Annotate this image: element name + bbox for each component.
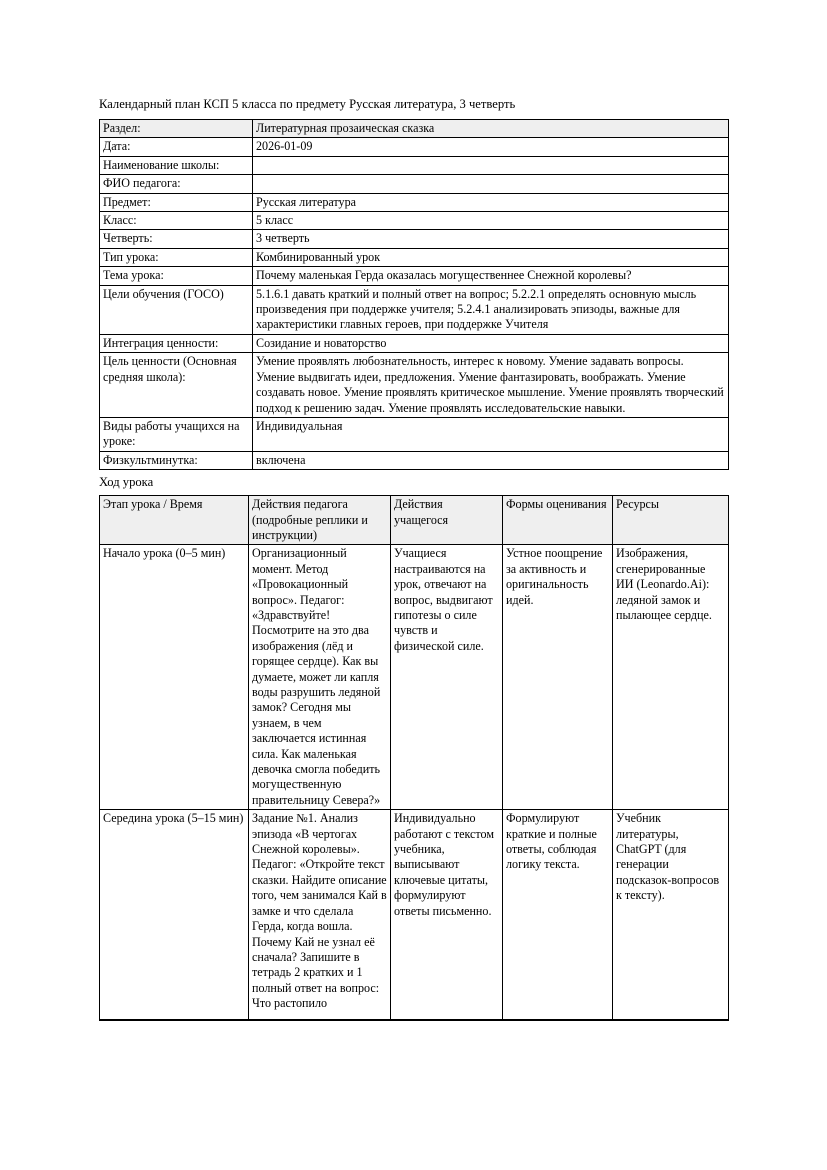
- info-value: включена: [253, 451, 729, 469]
- info-label: Четверть:: [100, 230, 253, 248]
- table-row: [100, 267, 729, 285]
- cell-stage: Начало урока (0–5 мин): [100, 545, 249, 810]
- info-label: Физкультминутка:: [100, 451, 253, 469]
- info-value: [253, 175, 729, 193]
- info-value: Умение проявлять любознательность, интерес к новому. Умение задавать вопросы. Умение выдвигать идеи, предложения. Умение фантазировать, воображать. Умение создавать новое. Умение проявлять критическое мышление. Умение проявлять творческий подход к решению задач. Умение проявлять исследовательские навыки.: [253, 353, 729, 418]
- lesson-flow-table: [99, 495, 729, 1021]
- info-value: [253, 156, 729, 174]
- table-row: [100, 353, 729, 418]
- lesson-flow-body: [100, 545, 729, 1020]
- cell-resources: Учебник литературы, ChatGPT (для генерации подсказок-вопросов к тексту).: [613, 810, 729, 1021]
- table-row: [100, 156, 729, 174]
- info-value: Русская литература: [253, 193, 729, 211]
- table-row: [100, 138, 729, 156]
- cell-assessment: Формулируют краткие и полные ответы, соблюдая логику текста.: [503, 810, 613, 1021]
- info-value: Комбинированный урок: [253, 248, 729, 266]
- info-value: 2026-01-09: [253, 138, 729, 156]
- lesson-info-table: [99, 119, 729, 470]
- info-label: Тема урока:: [100, 267, 253, 285]
- lesson-flow-header: [100, 496, 729, 545]
- cell-stage: Середина урока (5–15 мин): [100, 810, 249, 1021]
- table-row: [100, 230, 729, 248]
- info-label: Интеграция ценности:: [100, 334, 253, 352]
- info-label: Предмет:: [100, 193, 253, 211]
- column-header-student-actions: Действия учащегося: [391, 496, 503, 545]
- table-row: [100, 545, 729, 810]
- table-row: [100, 417, 729, 451]
- column-header-resources: Ресурсы: [613, 496, 729, 545]
- table-row: [100, 810, 729, 1021]
- column-header-assessment: Формы оценивания: [503, 496, 613, 545]
- cell-teacher-actions: Задание №1. Анализ эпизода «В чертогах Снежной королевы». Педагог: «Откройте текст сказки. Найдите описание того, чем занимался Кай в замке и что сделала Герда, когда вошла. Почему Кай не узнал её сначала? Запишите в тетрадь 2 кратких и 1 полный ответ на вопрос: Что растопило: [249, 810, 391, 1021]
- table-row: [100, 212, 729, 230]
- info-label: Дата:: [100, 138, 253, 156]
- cell-resources: Изображения, сгенерированные ИИ (Leonardo.Ai): ледяной замок и пылающее сердце.: [613, 545, 729, 810]
- info-value: 5.1.6.1 давать краткий и полный ответ на вопрос; 5.2.2.1 определять основную мысль произведения при поддержке учителя; 5.2.4.1 анализировать эпизоды, важные для характеристики главных героев, при поддержке Учителя: [253, 285, 729, 334]
- table-row: [100, 285, 729, 334]
- table-row: [100, 120, 729, 138]
- info-label: Виды работы учащихся на уроке:: [100, 417, 253, 451]
- info-label: Цели обучения (ГОСО): [100, 285, 253, 334]
- cell-assessment: Устное поощрение за активность и оригинальность идей.: [503, 545, 613, 810]
- info-label: Цель ценности (Основная средняя школа):: [100, 353, 253, 418]
- info-label: Тип урока:: [100, 248, 253, 266]
- info-label: Наименование школы:: [100, 156, 253, 174]
- table-row: [100, 334, 729, 352]
- info-value: Почему маленькая Герда оказалась могущественнее Снежной королевы?: [253, 267, 729, 285]
- table-row: [100, 175, 729, 193]
- lesson-flow-heading: Ход урока: [99, 475, 154, 490]
- info-value: Созидание и новаторство: [253, 334, 729, 352]
- cell-teacher-actions: Организационный момент. Метод «Провокационный вопрос». Педагог: «Здравствуйте! Посмотрите на это два изображения (лёд и горящее сердце). Как вы думаете, может ли капля воды разрушить ледяной замок? Сегодня мы узнаем, в чем заключается истинная сила. Как маленькая девочка смогла победить могущественную правительницу Севера?»: [249, 545, 391, 810]
- info-label: Класс:: [100, 212, 253, 230]
- page-title: Календарный план КСП 5 класса по предмету Русская литература, 3 четверть: [99, 97, 516, 111]
- info-value: 5 класс: [253, 212, 729, 230]
- info-value: Литературная прозаическая сказка: [253, 120, 729, 138]
- table-header-row: [100, 496, 729, 545]
- info-value: 3 четверть: [253, 230, 729, 248]
- table-row: [100, 248, 729, 266]
- cell-student-actions: Учащиеся настраиваются на урок, отвечают на вопрос, выдвигают гипотезы о силе чувств и физической силе.: [391, 545, 503, 810]
- column-header-teacher-actions: Действия педагога (подробные реплики и инструкции): [249, 496, 391, 545]
- table-row: [100, 451, 729, 469]
- document-content: [99, 96, 728, 1021]
- lesson-info-body: [100, 120, 729, 470]
- table-row: [100, 193, 729, 211]
- cell-student-actions: Индивидуально работают с текстом учебника, выписывают ключевые цитаты, формулируют ответы письменно.: [391, 810, 503, 1021]
- info-label: Раздел:: [100, 120, 253, 138]
- info-label: ФИО педагога:: [100, 175, 253, 193]
- column-header-stage: Этап урока / Время: [100, 496, 249, 545]
- info-value: Индивидуальная: [253, 417, 729, 451]
